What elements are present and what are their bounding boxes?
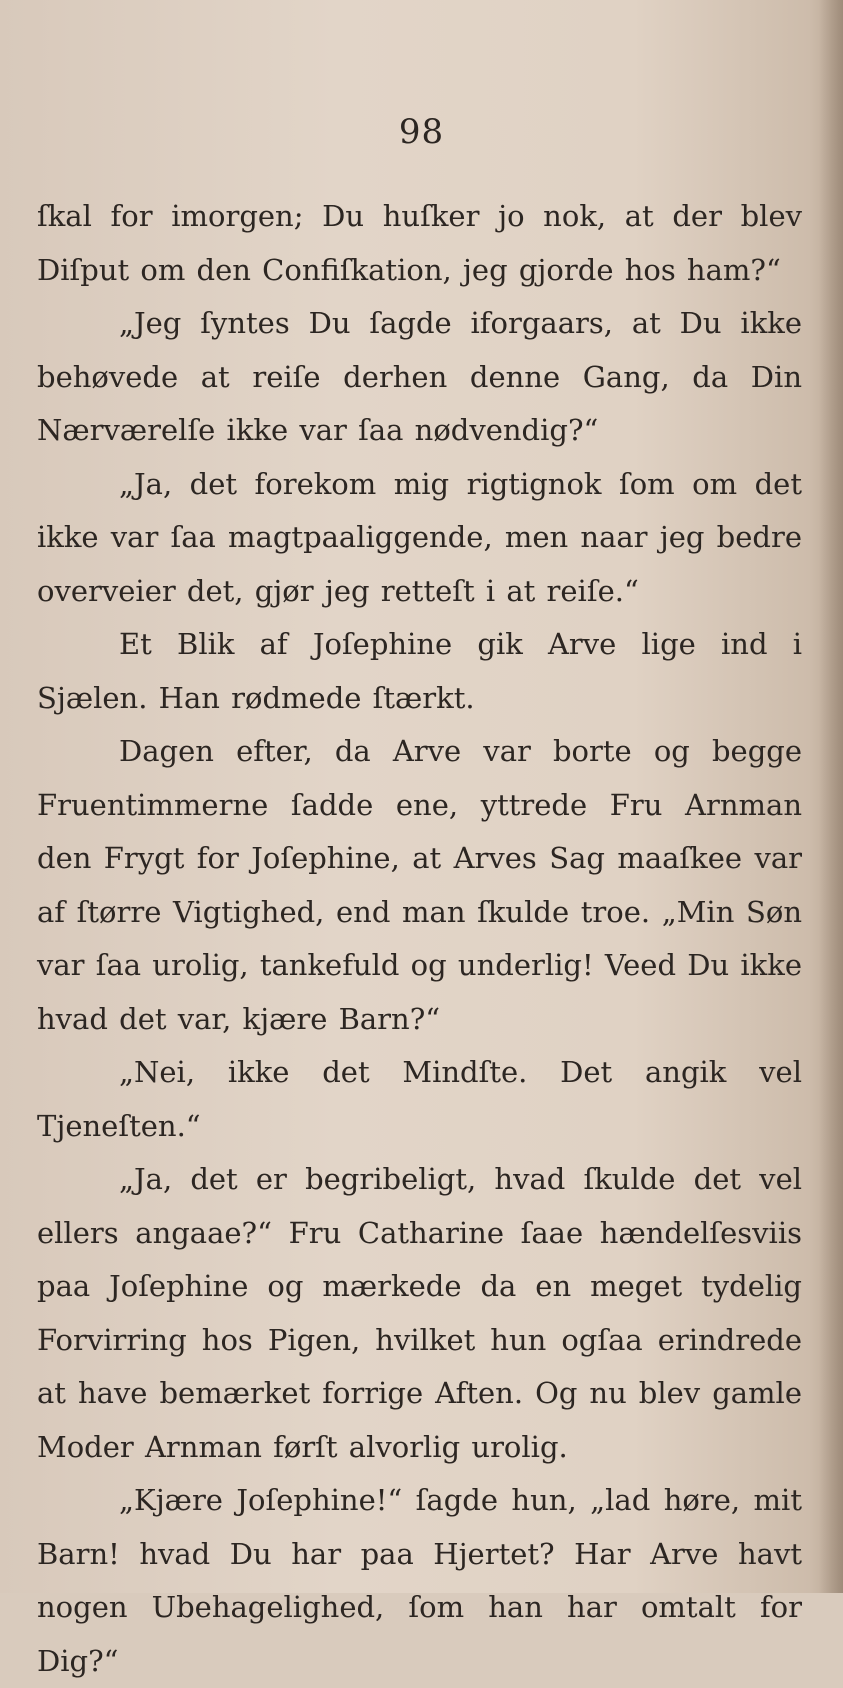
paragraph-5: Dagen efter, da Arve var borte og begge Fruentimmerne ſadde ene, yttrede Fru Arnman den Frygt for Joſephine, at Arves Sag maaſkee var af ſtørre Vigtighed, end man ſkulde troe. „Min Søn var ſaa urolig, tankefuld og underlig! Veed Du ikke hvad det var, kjære Barn?“ [37,734,802,1036]
paragraph-3: „Ja, det forekom mig rigtignok ſom om det ikke var ſaa magtpaaliggende, men naar jeg bedre overveier det, gjør jeg retteſt i at reiſe.“ [37,466,802,608]
paragraph-8: „Kjære Joſephine!“ ſagde hun, „lad høre, mit Barn! hvad Du har paa Hjertet? Har Arve havt nogen Ubehagelighed, ſom han har omtalt for Dig?“ [37,1483,802,1678]
paragraph-2: „Jeg ſyntes Du ſagde iforgaars, at Du ikke behøvede at reiſe derhen denne Gang, da Din Nærværelſe ikke var ſaa nødvendig?“ [37,306,802,447]
page-body-text [37,190,802,1688]
paragraph-7: „Ja, det er begribeligt, hvad ſkulde det vel ellers angaae?“ Fru Catharine ſaae hændelſesviis paa Joſephine og mærkede da en meget tydelig Forvirring hos Pigen, hvilket hun ogſaa erindrede at have bemærket forrige Aften. Og nu blev gamle Moder Arnman førſt alvorlig urolig. [37,1162,802,1464]
page-edge-shadow [819,0,843,1593]
paragraph-6: „Nei, ikke det Mindſte. Det angik vel Tjeneſten.“ [37,1055,802,1143]
paragraph-1: ſkal for imorgen; Du huſker jo nok, at der blev Diſput om den Confiſkation, jeg gjorde hos ham?“ [37,199,802,287]
paragraph-4: Et Blik af Joſephine gik Arve lige ind i Sjælen. Han rødmede ſtærkt. [37,627,802,715]
page-number: 98 [398,112,445,152]
